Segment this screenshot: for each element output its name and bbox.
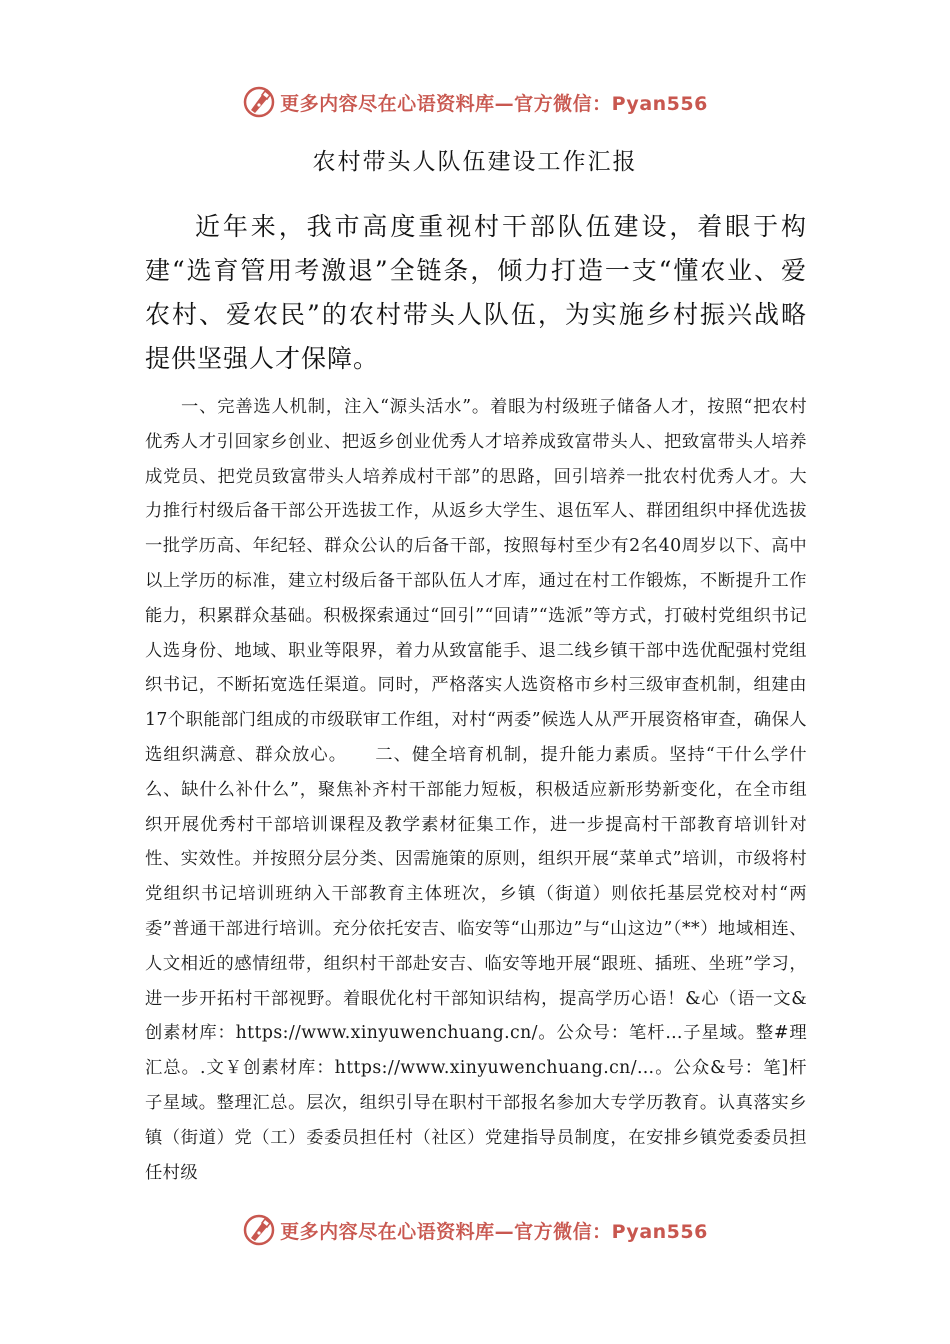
footer-banner-text: 更多内容尽在心语资料库—官方微信：Pyan556: [280, 1220, 708, 1243]
lead-paragraph: 近年来，我市高度重视村干部队伍建设，着眼于构建“选育管用考激退”全链条，倾力打造一支“懂农业、爱农村、爱农民”的农村带头人队伍，为实施乡村振兴战略提供坚强人才保障。: [145, 212, 807, 373]
header-banner-text: 更多内容尽在心语资料库—官方微信：Pyan556: [280, 92, 708, 115]
footer-watermark-banner: [0, 1210, 950, 1250]
header-watermark-banner: [0, 82, 950, 122]
pen-nib-logo-icon: [242, 85, 276, 119]
document-title: 农村带头人队伍建设工作汇报: [312, 149, 638, 175]
pen-nib-logo-icon: [242, 1213, 276, 1247]
body-paragraph: 一、完善选人机制，注入“源头活水”。着眼为村级班子储备人才，按照“把农村优秀人才引回家乡创业、把返乡创业优秀人才培养成致富带头人、把致富带头人培养成党员、把党员致富带头人培养成村干部”的思路，回引培养一批农村优秀人才。大力推行村级后备干部公开选拔工作，从返乡大学生、退伍军人、群团组织中择优选拔一批学历高、年纪轻、群众公认的后备干部，按照每村至少有2名40周岁以下、高中以上学历的标准，建立村级后备干部队伍人才库，通过在村工作锻炼，不断提升工作能力，积累群众基础。积极探索通过“回引”“回请”“选派”等方式，打破村党组织书记人选身份、地域、职业等限界，着力从致富能手、退二线乡镇干部中选优配强村党组织书记，不断拓宽选任渠道。同时，严格落实人选资格市乡村三级审查机制，组建由17个职能部门组成的市级联审工作组，对村“两委”候选人从严开展资格审查，确保人选组织满意、群众放心。 二、健全培育机制，提升能力素质。坚持“干什么学什么、缺什么补什么”，聚焦补齐村干部能力短板，积极适应新形势新变化，在全市组织开展优秀村干部培训课程及教学素材征集工作，进一步提高村干部教育培训针对性、实效性。并按照分层分类、因需施策的原则，组织开展“菜单式”培训，市级将村党组织书记培训班纳入干部教育主体班次，乡镇（街道）则依托基层党校对村“两委”普通干部进行培训。充分依托安吉、临安等“山那边”与“山这边”（**）地域相连、人文相近的感情纽带，组织村干部赴安吉、临安等地开展“跟班、插班、坐班”学习，进一步开拓村干部视野。着眼优化村干部知识结构，提高学历心语！&心（语一文&创素材库：https://www.xinyuwenchuang.cn/。公众号：笔杆…子星域。整#理汇总。.文￥创素材库：https://www.xinyuwenchuang.cn/…。公众&号：笔]杆子星域。整理汇总。层次，组织引导在职村干部报名参加大专学历教育。认真落实乡镇（街道）党（工）委委员担任村（社区）党建指导员制度，在安排乡镇党委委员担任村级: [145, 397, 807, 1183]
